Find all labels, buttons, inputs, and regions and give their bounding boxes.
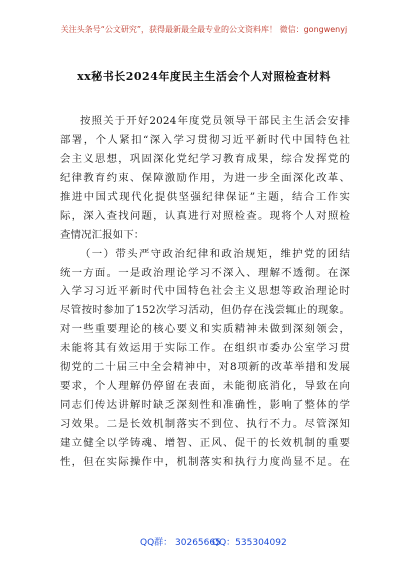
footer-contact — [0, 535, 408, 549]
paragraph-1-line: 推进中国式现代化提供坚强纪律保证”主题，结合工作实 — [60, 190, 350, 203]
paragraph-1-line: 部署，个人紧扣“深入学习贯彻习近平新时代中国特色社 — [60, 133, 350, 146]
footer-qq-number: QQ：535304092 — [212, 538, 287, 548]
paragraph-2-line: 统一方面。一是政治理论学习不深入、理解不透彻。在深 — [60, 266, 350, 279]
document-body — [60, 112, 350, 472]
paragraph-1-line: 际，深入查找问题，认真进行对照检查。现将个人对照检 — [60, 209, 350, 222]
paragraph-2-line: （一）带头严守政治纪律和政治规矩，维护党的团结 — [80, 247, 350, 260]
paragraph-1-line: 查情况汇报如下： — [60, 228, 145, 241]
document-title: xx秘书长2024年度民主生活会个人对照检查材料 — [77, 70, 331, 83]
paragraph-2-line: 尽管按时参加了152次学习活动，但仍存在浅尝辄止的现象。 — [60, 304, 350, 317]
paragraph-2-line: 对一些重要理论的核心要义和实质精神未做到深刻领会， — [60, 323, 350, 336]
paragraph-2-line: 习效果。二是长效机制落实不到位、执行不力。尽管深知 — [60, 418, 350, 430]
paragraph-2-line: 彻党的二十届三中全会精神中，对8项新的改革举措和发展 — [60, 361, 350, 374]
paragraph-2-line: 同志们传达讲解时缺乏深刻性和准确性，影响了整体的学 — [60, 399, 350, 412]
paragraph-2-line: 性，但在实际操作中，机制落实和执行力度尚显不足。在 — [60, 455, 350, 468]
header-banner: 关注头条号“公文研究”，获得最新最全最专业的公文资料库！ 微信：gongwenyj — [60, 25, 348, 34]
paragraph-1-line: 按照关于开好2024年度党员领导干部民主生活会安排 — [80, 115, 350, 127]
paragraph-1-line: 会主义思想，巩固深化党纪学习教育成果，综合发挥党的 — [60, 152, 350, 165]
paragraph-2-line: 要求，个人理解仍停留在表面，未能彻底消化，导致在向 — [60, 380, 350, 393]
paragraph-1-line: 纪律教育约束、保障激励作用，为进一步全面深化改革、 — [60, 171, 350, 184]
paragraph-2-line: 入学习习近平新时代中国特色社会主义思想等政治理论时 — [60, 285, 350, 298]
paragraph-2-line: 未能将其有效运用于实际工作。在组织市委办公室学习贯 — [60, 342, 350, 355]
paragraph-2-line: 建立健全以学铸魂、增智、正风、促干的长效机制的重要 — [60, 436, 350, 449]
footer-qq-group: QQ群： 30265665 — [140, 538, 221, 548]
